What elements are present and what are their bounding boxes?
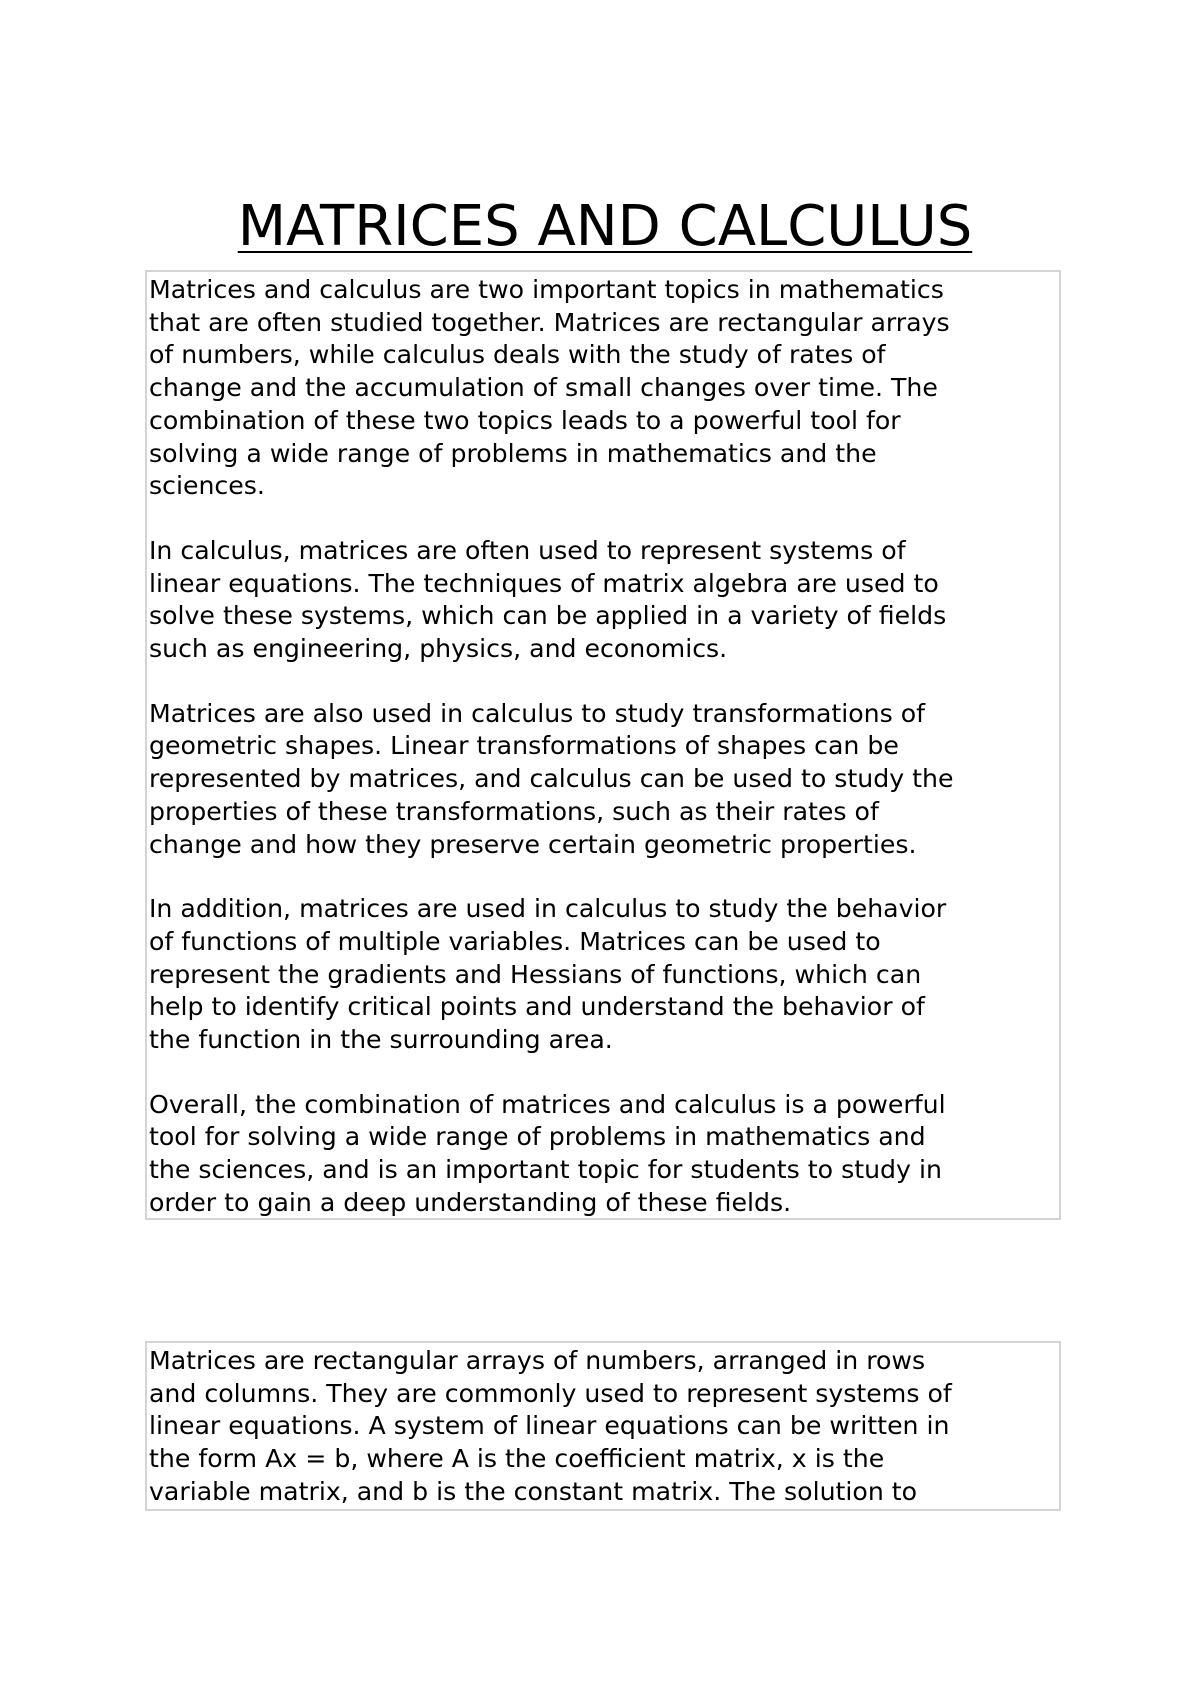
- paragraph-overall: Overall, the combination of matrices and calculus is a powerful tool for solving a wide range of problems in mathematics and the sciences, and is an important topic for students to study in order to gain a deep understanding of these fields.: [149, 1089, 946, 1217]
- text-box-intro: [145, 270, 1061, 1220]
- paragraph-linear-equations: In calculus, matrices are often used to represent systems of linear equations. The techniques of matrix algebra are used to solve these systems, which can be applied in a variety of fields such as engineering, physics, and economics.: [149, 535, 947, 664]
- text-box-matrices: [145, 1341, 1061, 1511]
- paragraph-matrices-definition: Matrices are rectangular arrays of numbers, arranged in rows and columns. They are commonly used to represent systems of linear equations. A system of linear equations can be written in the form Ax = b, where A is the coefficient matrix, x is the variable matrix, and b is the constant matrix. The solution to: [149, 1346, 952, 1506]
- paragraph-intro: Matrices and calculus are two important topics in mathematics that are often studied together. Matrices are rectangular arrays of numbers, while calculus deals with the study of rates of change and the accumulation of small changes over time. The combination of these two topics leads to a powerful tool for solving a wide range of problems in mathematics and the sciences.: [149, 275, 950, 501]
- paragraph-multivariable: In addition, matrices are used in calculus to study the behavior of functions of multiple variables. Matrices can be used to represent the gradients and Hessians of functions, which can help to identify critical points and understand the behavior of the function in the surrounding area.: [149, 894, 947, 1055]
- paragraph-transformations: Matrices are also used in calculus to study transformations of geometric shapes. Linear transformations of shapes can be represented by matrices, and calculus can be used to study the properties of these transformations, such as their rates of change and how they preserve certain geometric properties.: [149, 698, 954, 859]
- page-title: MATRICES AND CALCULUS: [237, 194, 973, 259]
